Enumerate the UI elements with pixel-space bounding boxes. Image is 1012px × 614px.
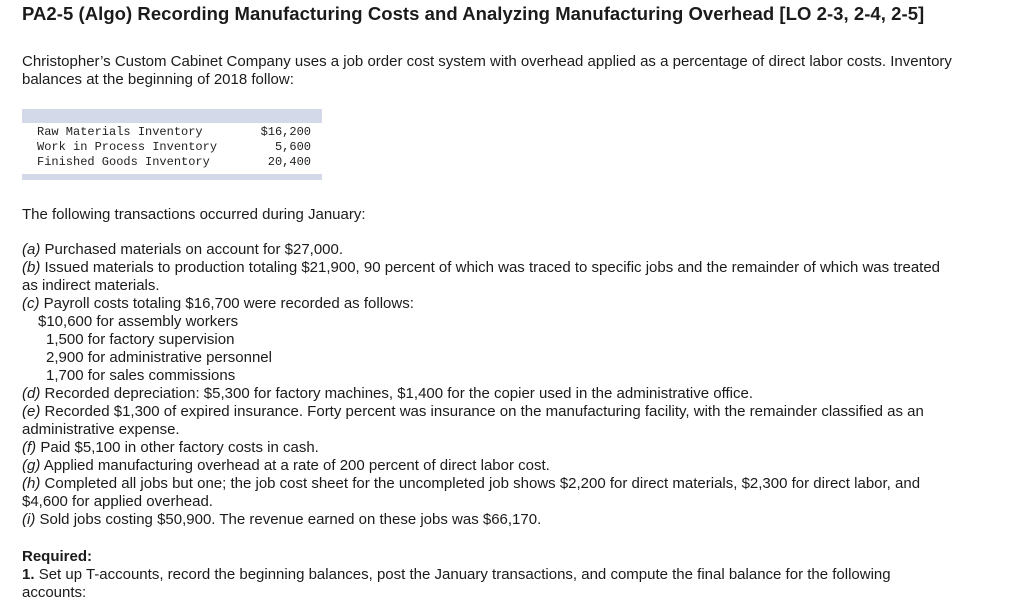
transactions-list xyxy=(22,241,952,529)
transaction-text: Paid $5,100 in other factory costs in cash. xyxy=(40,439,319,456)
transaction-letter: (b) xyxy=(22,259,41,276)
transaction-text: Sold jobs costing $50,900. The revenue earned on these jobs was $66,170. xyxy=(39,511,542,528)
inventory-balances-table xyxy=(22,109,322,180)
transaction-d xyxy=(22,385,952,403)
transaction-letter: (f) xyxy=(22,439,37,456)
transaction-f xyxy=(22,439,952,457)
transaction-b xyxy=(22,259,952,295)
inventory-label: Finished Goods Inventory xyxy=(37,155,210,169)
transaction-c xyxy=(22,295,952,313)
transaction-text: Purchased materials on account for $27,000. xyxy=(44,241,344,258)
inventory-label: Work in Process Inventory xyxy=(37,140,218,154)
inventory-row xyxy=(22,155,322,170)
required-item-number: 1. xyxy=(22,566,35,583)
transaction-letter: (h) xyxy=(22,475,41,492)
transaction-text: Recorded depreciation: $5,300 for factory machines, $1,400 for the copier used in the administrative office. xyxy=(44,385,753,402)
inventory-label: Raw Materials Inventory xyxy=(37,125,203,139)
transaction-letter: (i) xyxy=(22,511,36,528)
inventory-value: $16,200 xyxy=(260,125,311,139)
payroll-item: 1,700 for sales commissions xyxy=(46,367,236,384)
transaction-letter: (d) xyxy=(22,385,41,402)
transaction-text: Applied manufacturing overhead at a rate of 200 percent of direct labor cost. xyxy=(43,457,550,474)
required-item-text: Set up T-accounts, record the beginning balances, post the January transactions, and compute the final balance for the following accounts: xyxy=(22,566,891,601)
inventory-value: 20,400 xyxy=(267,155,311,169)
transaction-a xyxy=(22,241,952,259)
transaction-e xyxy=(22,403,952,439)
transaction-text: Payroll costs totaling $16,700 were recorded as follows: xyxy=(43,295,414,312)
intro-paragraph: Christopher’s Custom Cabinet Company uses a job order cost system with overhead applied as a percentage of direct labor costs. Inventory balances at the beginning of 2018 follow: xyxy=(22,53,952,88)
payroll-item: 1,500 for factory supervision xyxy=(46,331,235,348)
payroll-item: 2,900 for administrative personnel xyxy=(46,349,272,366)
transaction-letter: (a) xyxy=(22,241,41,258)
required-heading: Required: xyxy=(22,548,93,565)
transaction-h xyxy=(22,475,952,511)
transaction-text: Completed all jobs but one; the job cost sheet for the uncompleted job shows $2,200 for direct materials, $2,300 for direct labor, and $4,600 for applied overhead. xyxy=(22,475,921,510)
transaction-letter: (g) xyxy=(22,457,41,474)
transaction-text: Recorded $1,300 of expired insurance. Forty percent was insurance on the manufacturing facility, with the remainder classified as an administrative expense. xyxy=(22,403,924,438)
transaction-letter: (c) xyxy=(22,295,40,312)
transactions-heading: The following transactions occurred during January: xyxy=(22,206,366,223)
inventory-value: 5,600 xyxy=(274,140,311,154)
page-title: PA2-5 (Algo) Recording Manufacturing Costs and Analyzing Manufacturing Overhead [LO 2-3, 2-4, 2-5] xyxy=(22,3,925,24)
payroll-item: $10,600 for assembly workers xyxy=(38,313,239,330)
transaction-i xyxy=(22,511,952,529)
required-item-1 xyxy=(22,566,952,602)
transaction-letter: (e) xyxy=(22,403,41,420)
inventory-row xyxy=(22,125,322,140)
transaction-text: Issued materials to production totaling $21,900, 90 percent of which was traced to specific jobs and the remainder of which was treated as indirect materials. xyxy=(22,259,941,294)
transaction-g xyxy=(22,457,952,475)
inventory-row xyxy=(22,140,322,155)
